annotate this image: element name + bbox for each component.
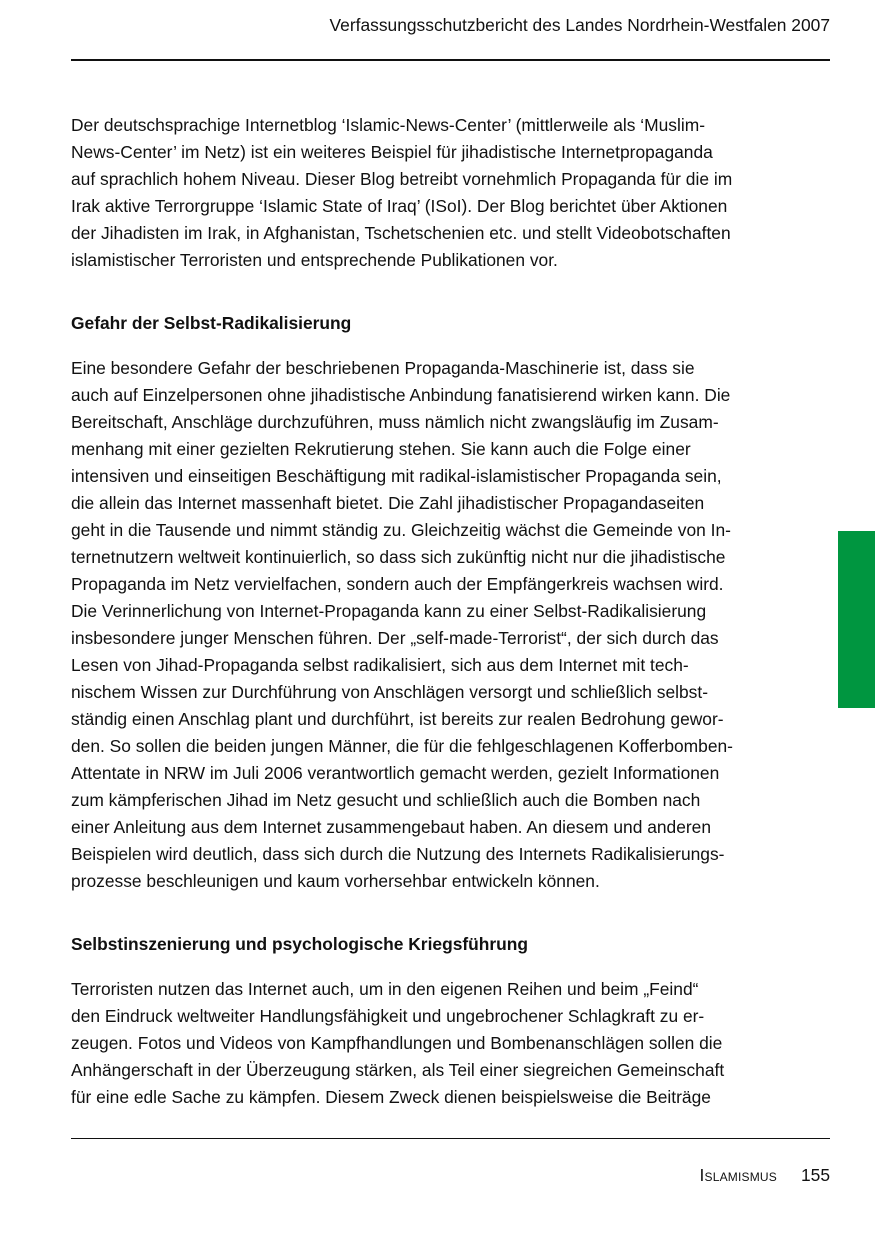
text-line: zeugen. Fotos und Videos von Kampfhandlungen und Bombenanschlägen sollen die (71, 1033, 723, 1053)
text-line: ternetnutzern weltweit kontinuierlich, so dass sich zukünftig nicht nur die jihadistische (71, 547, 726, 567)
text-line: Der deutschsprachige Internetblog ‘Islamic-News-Center’ (mittlerweile als ‘Muslim- (71, 115, 705, 135)
text-line: News-Center’ im Netz) ist ein weiteres Beispiel für jihadistische Internetpropaganda (71, 142, 713, 162)
spacer (71, 895, 786, 931)
text-line: Die Verinnerlichung von Internet-Propaganda kann zu einer Selbst-Radikalisierung (71, 601, 707, 621)
text-line: einer Anleitung aus dem Internet zusammengebaut haben. An diesem und anderen (71, 817, 712, 837)
text-line: menhang mit einer gezielten Rekrutierung stehen. Sie kann auch die Folge einer (71, 439, 691, 459)
paragraph-self-radicalization (71, 355, 786, 895)
footer-rule (71, 1138, 830, 1139)
text-line: Terroristen nutzen das Internet auch, um in den eigenen Reihen und beim „Feind“ (71, 979, 699, 999)
text-line: auf sprachlich hohem Niveau. Dieser Blog betreibt vornehmlich Propaganda für die im (71, 169, 733, 189)
text-line: nischem Wissen zur Durchführung von Anschlägen versorgt und schließlich selbst- (71, 682, 708, 702)
text-line: Beispielen wird deutlich, dass sich durch die Nutzung des Internets Radikalisierungs- (71, 844, 725, 864)
section-heading-psychological-warfare: Selbstinszenierung und psychologische Kriegsführung (71, 934, 529, 954)
text-line: prozesse beschleunigen und kaum vorhersehbar entwickeln können. (71, 871, 600, 891)
text-line: die allein das Internet massenhaft bietet. Die Zahl jihadistischer Propagandaseiten (71, 493, 705, 513)
page-footer (699, 1163, 830, 1187)
text-line: Lesen von Jihad-Propaganda selbst radikalisiert, sich aus dem Internet mit tech- (71, 655, 689, 675)
text-line: für eine edle Sache zu kämpfen. Diesem Zweck dienen beispielsweise die Beiträge (71, 1087, 711, 1107)
text-line: auch auf Einzelpersonen ohne jihadistische Anbindung fanatisierend wirken kann. Die (71, 385, 731, 405)
spacer (71, 337, 786, 355)
text-line: islamistischer Terroristen und entsprechende Publikationen vor. (71, 250, 558, 270)
paragraph-psychological-warfare (71, 976, 786, 1111)
text-line: intensiven und einseitigen Beschäftigung mit radikal-islamistischer Propaganda sein, (71, 466, 722, 486)
section-heading-self-radicalization: Gefahr der Selbst-Radikalisierung (71, 313, 352, 333)
spacer (71, 274, 786, 310)
text-line: der Jihadisten im Irak, in Afghanistan, Tschetschenien etc. und stellt Videobotschaften (71, 223, 731, 243)
text-line: geht in die Tausende und nimmt ständig zu. Gleichzeitig wächst die Gemeinde von In- (71, 520, 731, 540)
main-content (71, 112, 786, 1111)
footer-section-name: Islamismus (699, 1165, 777, 1185)
section-color-tab (838, 531, 875, 708)
text-line: Bereitschaft, Anschläge durchzuführen, muss nämlich nicht zwangsläufig im Zusam- (71, 412, 719, 432)
text-line: den Eindruck weltweiter Handlungsfähigkeit und ungebrochener Schlagkraft zu er- (71, 1006, 705, 1026)
text-line: insbesondere junger Menschen führen. Der „self-made-Terrorist“, der sich durch das (71, 628, 719, 648)
spacer (71, 958, 786, 976)
text-line: ständig einen Anschlag plant und durchführt, ist bereits zur realen Bedrohung gewor- (71, 709, 724, 729)
text-line: Irak aktive Terrorgruppe ‘Islamic State of Iraq’ (ISoI). Der Blog berichtet über Aktionen (71, 196, 728, 216)
page-number: 155 (800, 1165, 830, 1185)
text-line: Attentate in NRW im Juli 2006 verantwortlich gemacht werden, gezielt Informationen (71, 763, 720, 783)
text-line: Eine besondere Gefahr der beschriebenen Propaganda-Maschinerie ist, dass sie (71, 358, 695, 378)
text-line: Propaganda im Netz vervielfachen, sondern auch der Empfängerkreis wachsen wird. (71, 574, 724, 594)
page-header-title: Verfassungsschutzbericht des Landes Nordrhein-Westfalen 2007 (329, 15, 830, 35)
text-line: Anhängerschaft in der Überzeugung stärken, als Teil einer siegreichen Gemeinschaft (71, 1060, 725, 1080)
header-rule (71, 59, 830, 61)
text-line: zum kämpferischen Jihad im Netz gesucht und schließlich auch die Bomben nach (71, 790, 701, 810)
text-line: den. So sollen die beiden jungen Männer, die für die fehlgeschlagenen Kofferbomben- (71, 736, 733, 756)
paragraph-blog (71, 112, 786, 274)
